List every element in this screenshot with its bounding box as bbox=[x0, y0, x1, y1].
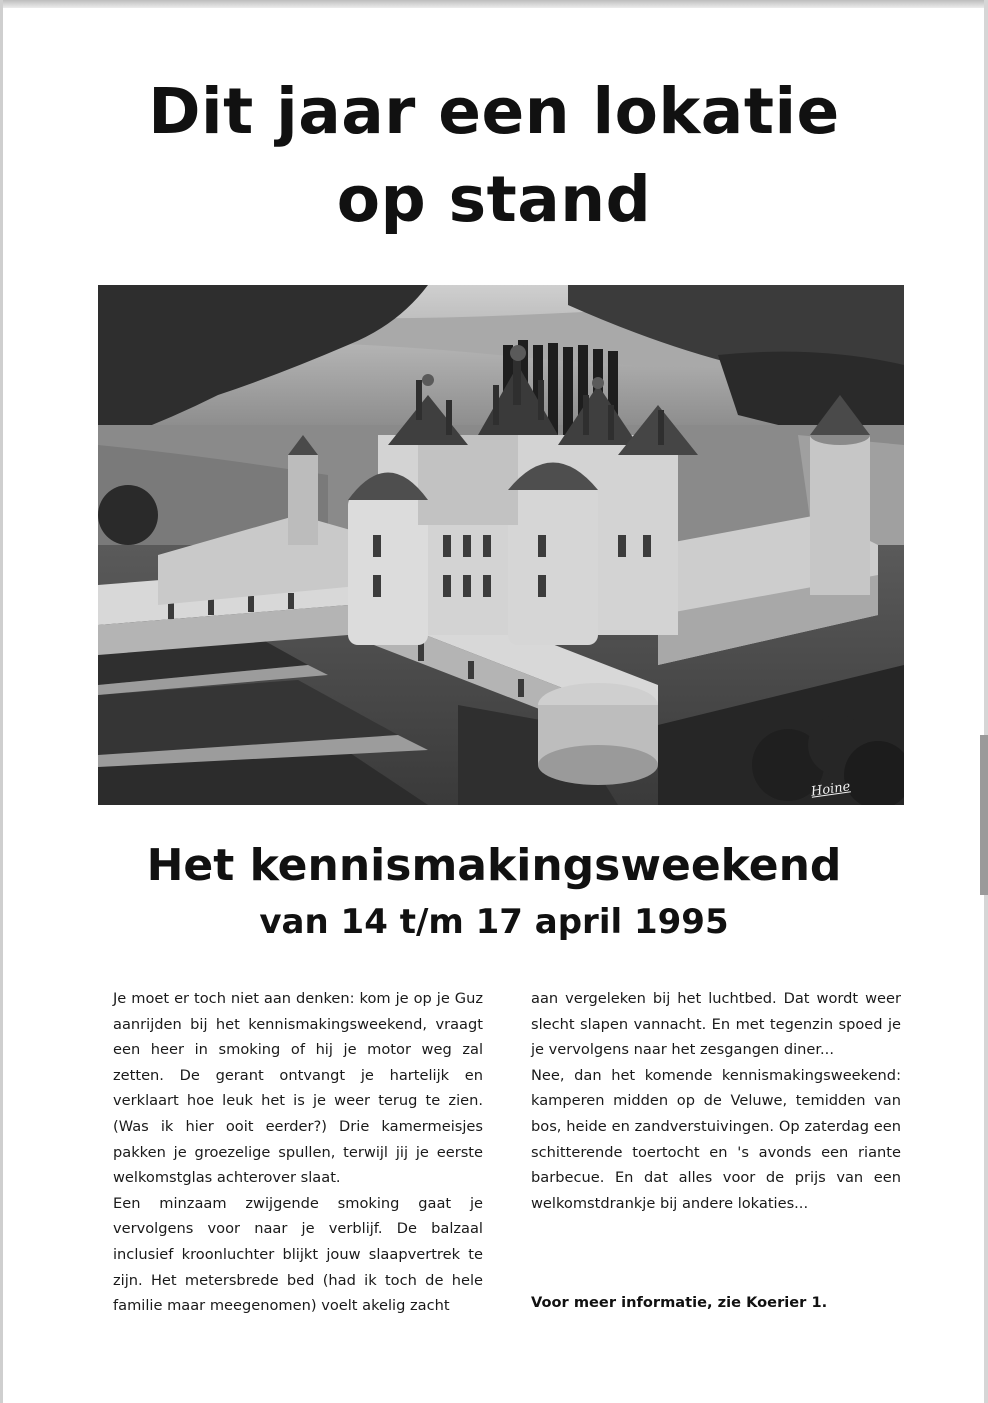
article-column-right bbox=[531, 986, 901, 1216]
article-paragraph: Nee, dan het komende kennismakingsweekend: kamperen midden op de Veluwe, temidden van bos, heide en zandverstuivingen. Op zaterdag een schitterende toertocht en 's avonds een riante barbecue. En dat alles voor de prijs van een welkomstdrankje bij andere lokaties... bbox=[531, 1066, 901, 1212]
article-paragraph: aan vergeleken bij het luchtbed. Dat wordt weer slecht slapen vannacht. En met tegenzin spoed je je vervolgens naar het zesgangen diner... bbox=[531, 990, 901, 1059]
article-paragraph: Je moet er toch niet aan denken: kom je op je Guz aanrijden bij het kennismakingsweekend, vraagt een heer in smoking of hij je motor weg zal zetten. De gerant ontvangt je hartelijk en verklaart hoe leuk het is je weer terug te zien. (Was ik hier ooit eerder?) Drie kamermeisjes pakken je groezelige spullen, terwijl jij je eerste welkomstglas achterover slaat. bbox=[113, 990, 483, 1187]
page-title bbox=[0, 68, 988, 244]
castle-photo-illustration bbox=[98, 285, 904, 805]
castle-photo bbox=[98, 285, 904, 805]
event-dates: van 14 t/m 17 april 1995 bbox=[259, 902, 729, 942]
scan-top-edge bbox=[0, 0, 988, 8]
article-paragraph: Een minzaam zwijgende smoking gaat je vervolgens voor naar je verblijf. De balzaal inclusief kroonluchter blijkt jouw slaapvertrek te zijn. Het metersbrede bed (had ik toch de hele familie maar meegenomen) voelt akelig zacht bbox=[113, 1194, 483, 1315]
article-column-left bbox=[113, 986, 483, 1319]
photographer-signature: Hoine bbox=[809, 779, 851, 800]
page-title-line-1: Dit jaar een lokatie bbox=[148, 75, 840, 148]
page-title-line-2: op stand bbox=[336, 163, 652, 236]
more-info-note: Voor meer informatie, zie Koerier 1. bbox=[531, 1294, 828, 1311]
event-title: Het kennismakingsweekend bbox=[146, 840, 842, 891]
